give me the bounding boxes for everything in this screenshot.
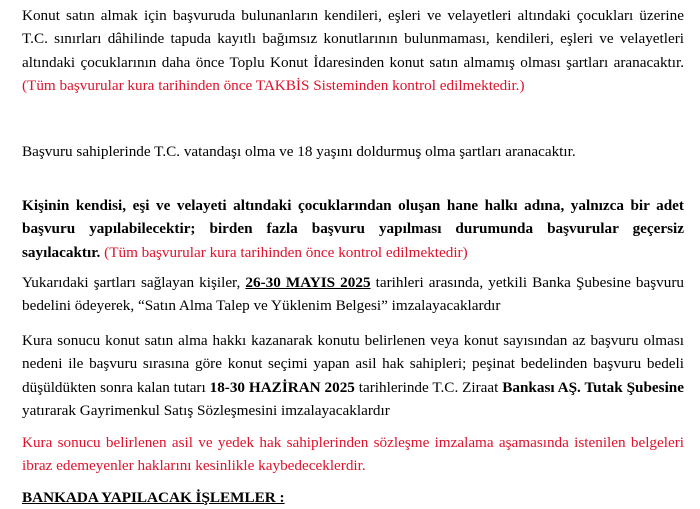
citizenship-age-paragraph: [22, 140, 684, 163]
down-payment-paragraph: [22, 329, 684, 423]
down-payment-text-after: yatırarak Gayrimenkul Satış Sözleşmesini imzalayacaklardır: [22, 402, 390, 420]
application-period-text-after: tarihleri arasında, yetkili Banka Şubesine başvuru bedelini ödeyerek, “Satın Alma Talep ve Yüklenim Belgesi” imzalayacaklardır: [22, 274, 684, 315]
bank-branch: Bankası AŞ. Tutak Şubesine: [502, 378, 684, 396]
application-period-paragraph: [22, 271, 684, 318]
bank-procedures-heading: BANKADA YAPILACAK İŞLEMLER :: [22, 489, 285, 506]
document-warning-paragraph: [22, 431, 684, 478]
takbis-check-note: (Tüm başvurular kura tarihinden önce TAKBİS Sisteminden kontrol edilmektedir.): [22, 77, 525, 95]
single-application-paragraph: [22, 194, 684, 264]
ownership-conditions-paragraph: [22, 4, 684, 98]
application-dates: 26-30 MAYIS 2025: [245, 274, 371, 291]
down-payment-text-before: Kura sonucu konut satın alma hakkı kazanarak konutu belirlenen veya konut sayısından az başvuru olması nedeni ile başvuru sırasına göre konut seçimi yapan asil hak sahipleri; peşinat bedelinden başvuru bedeli düşüldükten sonra kalan tutarı: [22, 332, 684, 396]
single-application-text: Kişinin kendisi, eşi ve velayeti altındaki çocuklarından oluşan hane halkı adına, yalnızca bir adet başvuru yapılabilecektir; birden fazla başvuru yapılması durumunda başvurular geçersiz sayılacaktır.: [22, 197, 684, 261]
ownership-conditions-text: Konut satın almak için başvuruda bulunanların kendileri, eşleri ve velayetleri altındaki çocukları üzerine T.C. sınırları dâhilinde tapuda kayıtlı bağımsız konutlarının bulunmaması, kendileri, eşleri ve velayetleri altındaki çocuklarının daha önce Toplu Konut İdaresinden konut satın almamış olması şartları aranacaktır.: [22, 7, 684, 71]
down-payment-dates: 18-30 HAZİRAN 2025: [209, 378, 355, 396]
application-check-note: (Tüm başvurular kura tarihinden önce kontrol edilmektedir): [100, 243, 468, 261]
application-period-text-before: Yukarıdaki şartları sağlayan kişiler,: [22, 274, 246, 291]
citizenship-age-text: Başvuru sahiplerinde T.C. vatandaşı olma ve 18 yaşını doldurmuş olma şartları aranacaktır.: [22, 143, 576, 160]
down-payment-text-middle: tarihlerinde T.C. Ziraat: [354, 378, 503, 396]
document-warning-text: Kura sonucu belirlenen asil ve yedek hak sahiplerinden sözleşme imzalama aşamasında istenilen belgeleri ibraz edemeyenler haklarını kesinlikle kaybedeceklerdir.: [22, 434, 684, 475]
